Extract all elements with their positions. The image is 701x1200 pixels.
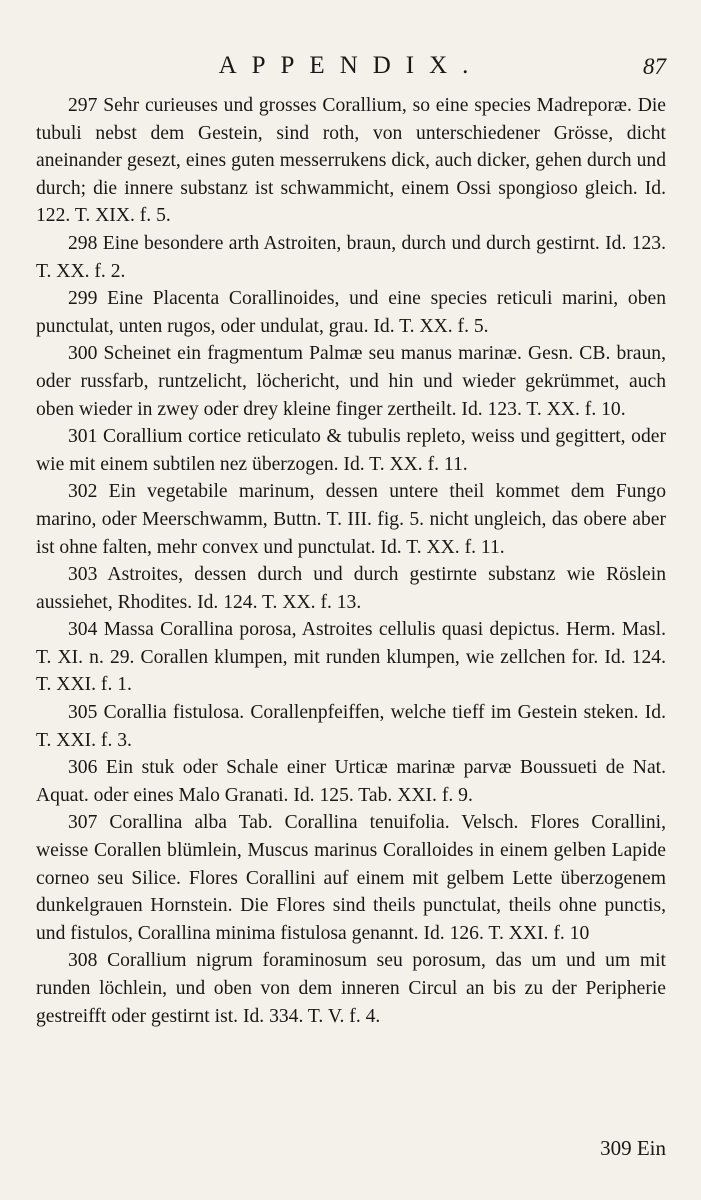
catalog-entry-300: 300 Scheinet ein fragmentum Palmæ seu manus marinæ. Gesn. CB. braun, oder russfarb, runtzelicht, löchericht, und hin und wieder gekrümmet, auch oben wieder in zwey oder drey kleine finger zertheilt. Id. 123. T. XX. f. 10. <box>36 343 666 420</box>
page-body <box>36 92 666 1030</box>
catalog-entry-297: 297 Sehr curieuses und grosses Corallium, so eine species Madreporæ. Die tubuli nebst dem Gestein, sind roth, von unterschiedener Grösse, dicht aneinander gesezt, eines guten messerrukens dick, auch dicker, gehen durch und durch; die innere substanz ist schwammicht, einem Ossi spongioso gleich. Id. 122. T. XIX. f. 5. <box>36 95 666 227</box>
catalog-entry-308: 308 Corallium nigrum foraminosum seu porosum, das um und um mit runden löchlein, und oben von dem inneren Circul an bis zu der Peripherie gestreifft oder gestirnt ist. Id. 334. T. V. f. 4. <box>36 950 666 1027</box>
catalog-entry-306: 306 Ein stuk oder Schale einer Urticæ marinæ parvæ Boussueti de Nat. Aquat. oder eines Malo Granati. Id. 125. Tab. XXI. f. 9. <box>36 757 666 806</box>
catchword: 309 Ein <box>600 1136 666 1160</box>
catalog-entry-305: 305 Corallia fistulosa. Corallenpfeiffen, welche tieff im Gestein steken. Id. T. XXI. f. 3. <box>36 702 666 751</box>
page-header <box>36 52 666 86</box>
catalog-entry-307: 307 Corallina alba Tab. Corallina tenuifolia. Velsch. Flores Corallini, weisse Corallen blümlein, Muscus marinus Coralloides in einem gelben Lapide corneo seu Silice. Flores Corallini auf einem mit gelbem Lette überzogenem dunkelgrauen Hornstein. Die Flores sind theils punctulat, theils ohne punctis, und fistulos, Corallina minima fistulosa genannt. Id. 126. T. XXI. f. 10 <box>36 812 666 944</box>
catalog-entry-299: 299 Eine Placenta Corallinoides, und eine species reticuli marini, oben punctulat, unten rugos, oder undulat, grau. Id. T. XX. f. 5. <box>36 288 666 337</box>
catalog-entry-303: 303 Astroites, dessen durch und durch gestirnte substanz wie Röslein aussiehet, Rhodites. Id. 124. T. XX. f. 13. <box>36 564 666 613</box>
catalog-entry-304: 304 Massa Corallina porosa, Astroites cellulis quasi depictus. Herm. Masl. T. XI. n. 29. Corallen klumpen, mit runden klumpen, wie zellchen for. Id. 124. T. XXI. f. 1. <box>36 619 666 696</box>
catalog-entry-301: 301 Corallium cortice reticulato & tubulis repleto, weiss und gegittert, oder wie mit einem subtilen nez überzogen. Id. T. XX. f. 11. <box>36 426 666 475</box>
catalog-entry-298: 298 Eine besondere arth Astroiten, braun, durch und durch gestirnt. Id. 123. T. XX. f. 2. <box>36 232 666 282</box>
catalog-entry-302: 302 Ein vegetabile marinum, dessen untere theil kommet dem Fungo marino, oder Meerschwamm, Buttn. T. III. fig. 5. nicht ungleich, das obere aber ist ohne falten, mehr convex und punctulat. Id. T. XX. f. 11. <box>36 481 666 558</box>
running-title: APPENDIX. <box>218 52 484 79</box>
page-number: 87 <box>643 54 666 79</box>
